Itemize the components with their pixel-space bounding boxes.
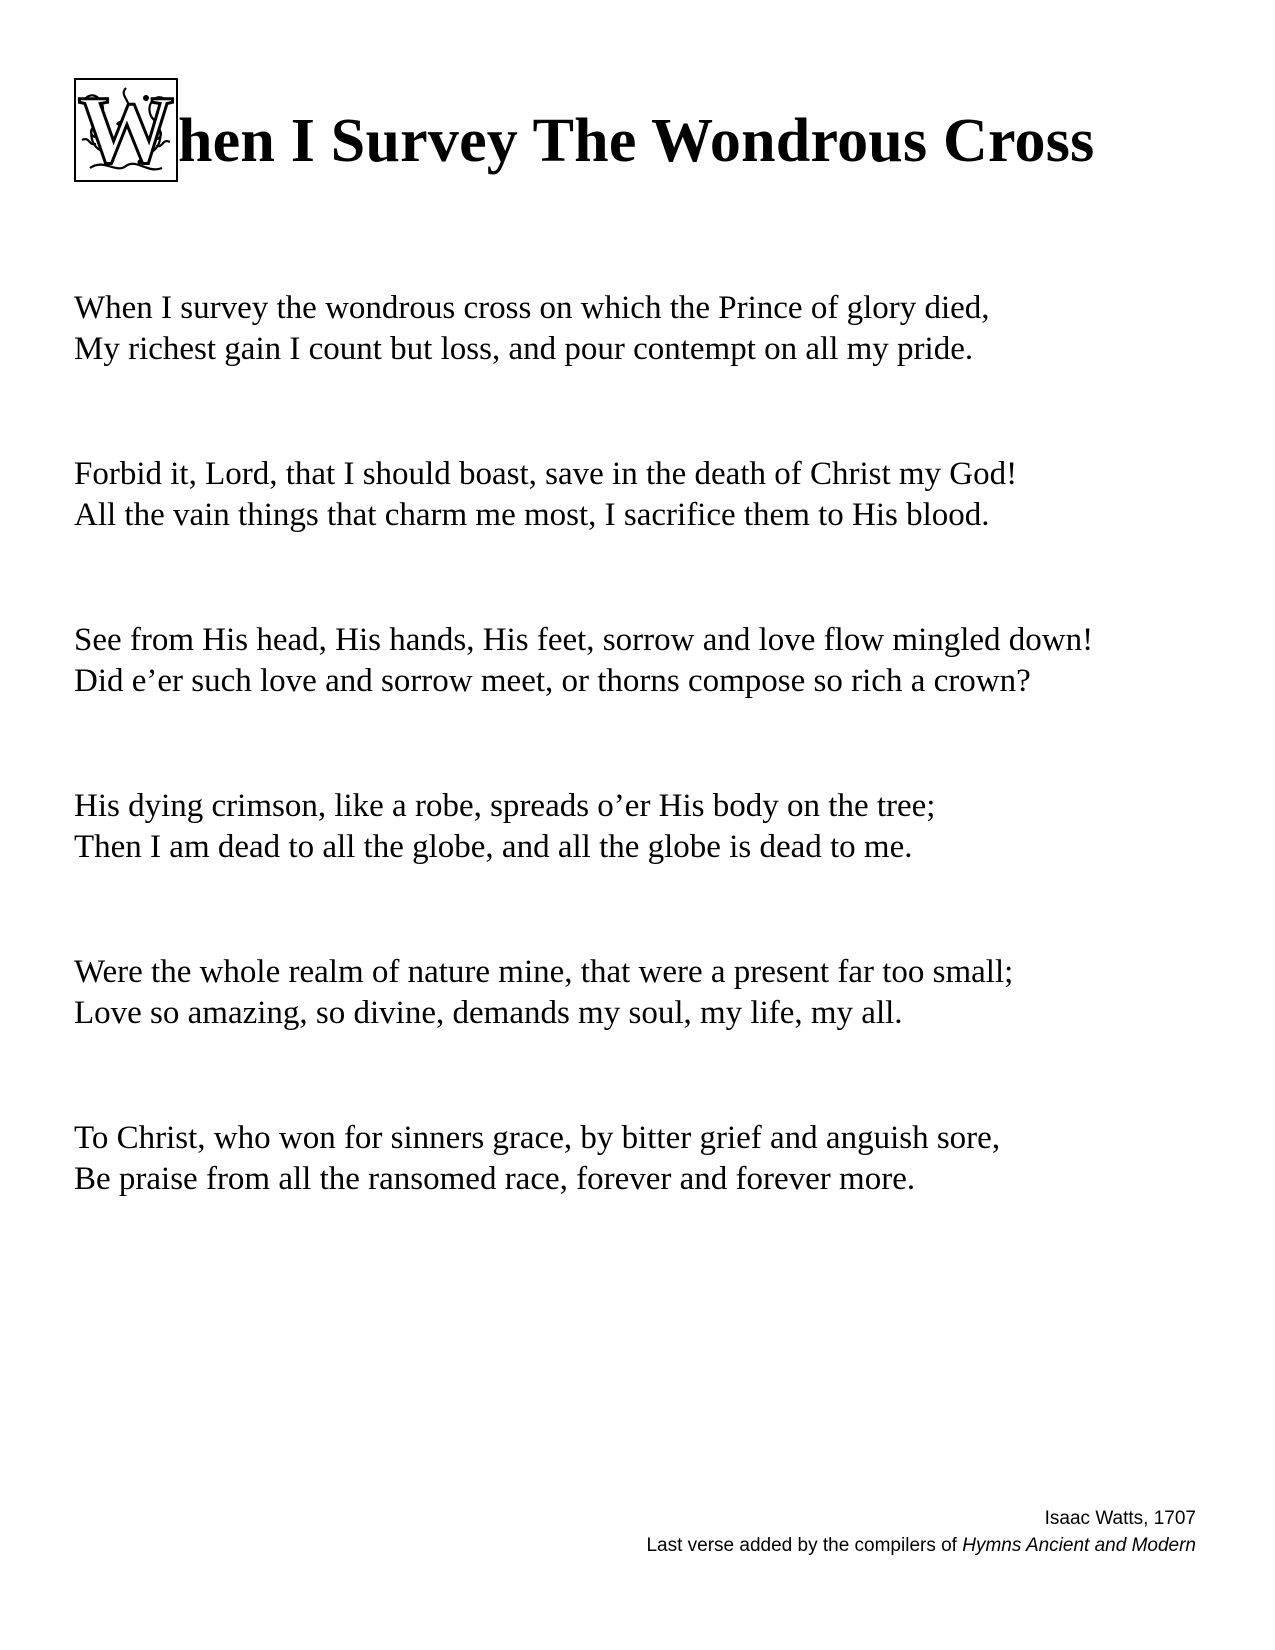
verse-line: Forbid it, Lord, that I should boast, save in the death of Christ my God! xyxy=(74,456,1018,492)
stanza xyxy=(74,786,1234,868)
verse-line: Love so amazing, so divine, demands my soul, my life, my all. xyxy=(74,995,903,1031)
stanza xyxy=(74,454,1234,536)
verse-line: Be praise from all the ransomed race, forever and forever more. xyxy=(74,1161,916,1197)
author-credit: Isaac Watts, 1707 xyxy=(1044,1508,1196,1529)
stanza xyxy=(74,952,1234,1034)
verse-line: Were the whole realm of nature mine, that were a present far too small; xyxy=(74,954,1014,990)
drop-cap-ornament-icon xyxy=(76,80,176,180)
verse-line: His dying crimson, like a robe, spreads o’er His body on the tree; xyxy=(74,788,936,824)
hymnal-title: Hymns Ancient and Modern xyxy=(962,1535,1196,1556)
title-text: hen I Survey The Wondrous Cross xyxy=(178,107,1095,175)
verse-line: Then I am dead to all the globe, and all the globe is dead to me. xyxy=(74,829,913,865)
ornamental-drop-cap-w xyxy=(74,78,178,182)
stanza xyxy=(74,620,1234,702)
compiler-note xyxy=(646,1532,1196,1559)
verse-line: See from His head, His hands, His feet, sorrow and love flow mingled down! xyxy=(74,622,1094,658)
verse-line: All the vain things that charm me most, I sacrifice them to His blood. xyxy=(74,497,990,533)
compiler-note-prefix: Last verse added by the compilers of xyxy=(646,1535,963,1556)
stanza xyxy=(74,1118,1234,1200)
hymn-verses xyxy=(74,288,1234,1284)
verse-line: Did e’er such love and sorrow meet, or thorns compose so rich a crown? xyxy=(74,663,1031,699)
hymn-title xyxy=(74,74,1094,182)
verse-line: To Christ, who won for sinners grace, by bitter grief and anguish sore, xyxy=(74,1120,1001,1156)
verse-line: My richest gain I count but loss, and pour contempt on all my pride. xyxy=(74,331,974,367)
stanza xyxy=(74,288,1234,370)
attribution xyxy=(646,1505,1196,1559)
drop-cap-letter: W xyxy=(78,80,174,180)
verse-line: When I survey the wondrous cross on which the Prince of glory died, xyxy=(74,290,990,326)
